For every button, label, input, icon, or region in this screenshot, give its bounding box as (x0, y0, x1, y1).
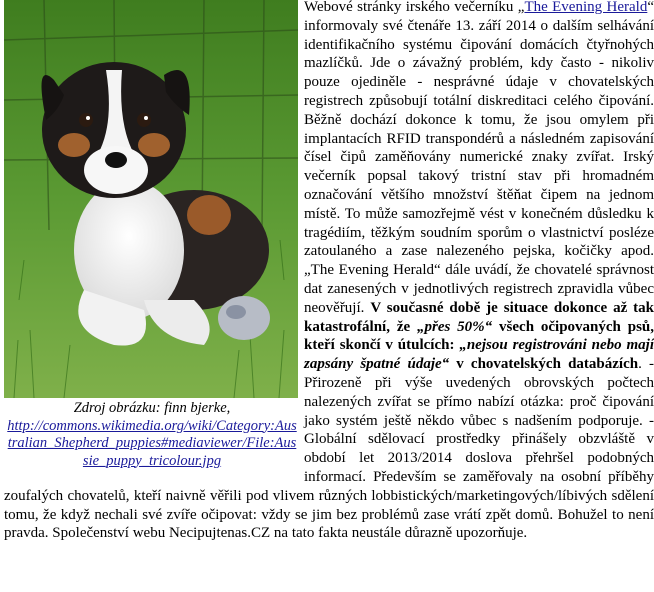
evening-herald-link[interactable]: The Evening Herald (524, 0, 648, 15)
caption-source-label: Zdroj obrázku: finn bjerke, (73, 400, 231, 416)
bold-statement-1: V současné době je situace dokonce až tak katastrofální, že (304, 299, 654, 335)
article-text-main: “ informovaly své čtenáře 13. září 2014 o dalším selhávání identifikačního systému čipování domácích čtyřnohých mazlíčků. Jde o závažný problém, kdy často - nikoliv pouze ojediněle - nesprávné údaje v chovatelských registrech způsobují totální diskreditaci celého čipování. Běžně dochází dokonce k tomu, že jsou omylem při implantacích RFID transpondérů a následném zapisování čísel čipů zaměňovány numerické znaky zvířat. Irský večerník popsal takový tristní stav při hromadném označování většího množství štěňat čipem na jednom místě. To může samozřejmě vést v konečném důsledku k tragédiím, těžkým soudním sporům o vlastnictví posléze zatoulaného a zase nalezeného pejska, kočičky apod. „The Evening Herald“ dále uvádí, že chovatelé správnost dat zanesených v jednotlivých registrech zpravidla vůbec neověřují. (304, 0, 654, 316)
puppy-image (4, 0, 298, 398)
bold-italic-quote-2: „nejsou registrováni nebo mají zapsány špatné údaje“ (304, 337, 654, 373)
bold-italic-quote-1: „přes 50%“ (417, 318, 493, 335)
figure (4, 0, 300, 470)
article-text-conclusion: . - Přirozeně při výše uvedených obrovských počtech nalezených zvířat se přímo nabízí otázka: proč čipování jako systém ještě někdo vůbec s nadšením podporuje. - Globální sdělovací prostředky přinášely obzvláště v období let 2013/2014 doslova přehršel podobných informací. Především se zaměřovaly na osobní příběhy zoufalých chovatelů, kteří naivně věřili pod vlivem různých lobbistických/marketingových/líbivých sdělení tomu, že když nechali své zvíře očipovat: vždy se jim bez problémů zase vrátí zpět domů. Bohužel to není pravda. Společenství webu Necipujtenas.CZ na tato fakta neustále důrazně upozorňuje. (4, 356, 654, 542)
bold-statement-2: všech očipovaných psů, kteří skončí v útulcích: (304, 318, 654, 354)
caption-source-link[interactable]: http://commons.wikimedia.org/wiki/Category:Australian_Shepherd_puppies#mediaviewer/File:Aussie_puppy_tricolour.jpg (7, 417, 297, 469)
figure-caption (4, 400, 300, 470)
puppy-photo (4, 0, 298, 398)
article-text-intro: Webové stránky irského večerníku „ (304, 0, 525, 15)
bold-statement-3: v chovatelských databázích (449, 356, 639, 373)
